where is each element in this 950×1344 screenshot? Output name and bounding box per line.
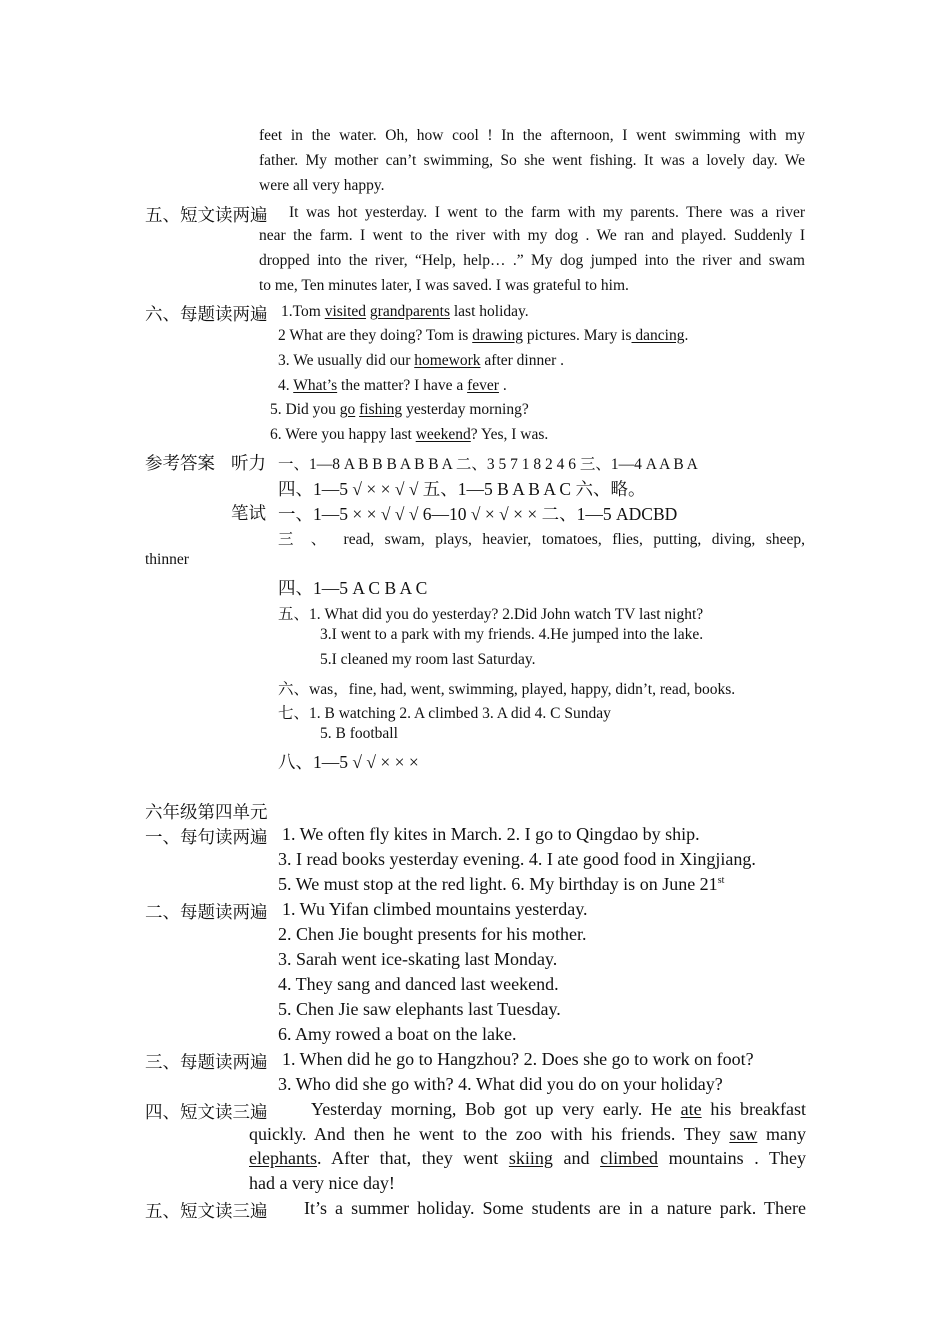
section-label: 五、短文读两遍 xyxy=(145,205,268,225)
sentence-line: 1. We often fly kites in March. 2. I go to Qingdao by ship. xyxy=(282,824,700,844)
answer-line: 3.I went to a park with my friends. 4.He jumped into the lake. xyxy=(320,626,704,643)
paragraph-line: It’s a summer holiday. Some students are in a nature park. There xyxy=(304,1198,806,1218)
paragraph-line: had a very nice day! xyxy=(249,1173,395,1193)
section-label: 五、短文读三遍 xyxy=(145,1201,268,1221)
written-label: 笔试 xyxy=(231,503,266,523)
sentence-line: 5. We must stop at the red light. 6. My birthday is on June 21st xyxy=(278,874,725,894)
sentence-line: 5. Chen Jie saw elephants last Tuesday. xyxy=(278,999,561,1019)
paragraph-line: elephants. After that, they went skiing and climbed mountains . They xyxy=(249,1148,806,1168)
sentence-line: 3. Sarah went ice-skating last Monday. xyxy=(278,949,558,969)
sentence-line: 1. Wu Yifan climbed mountains yesterday. xyxy=(282,899,588,919)
paragraph-line: to me, Ten minutes later, I was saved. I was grateful to him. xyxy=(259,277,629,294)
section-label: 一、每句读两遍 xyxy=(145,827,268,847)
paragraph-line: father. My mother can’t swimming, So she went fishing. It was a lovely day. We xyxy=(259,152,805,169)
paragraph-line: It was hot yesterday. I went to the farm with my parents. There was a river xyxy=(289,204,805,221)
paragraph-line: Yesterday morning, Bob got up very early. He ate his breakfast xyxy=(311,1099,806,1119)
sentence-line: 3. I read books yesterday evening. 4. I ate good food in Xingjiang. xyxy=(278,849,756,869)
paragraph-line: near the farm. I went to the river with my dog . We ran and played. Suddenly I xyxy=(259,227,805,244)
question-line: 6. Were you happy last weekend? Yes, I was. xyxy=(270,426,549,443)
answer-line: 一、1—8 A B B B A B B A 二、3 5 7 1 8 2 4 6 三、1—4 A A B A xyxy=(278,456,698,473)
listening-label: 听力 xyxy=(231,453,266,473)
section-label: 四、短文读三遍 xyxy=(145,1102,268,1122)
sentence-line: 4. They sang and danced last weekend. xyxy=(278,974,559,994)
question-line: 5. Did you go fishing yesterday morning? xyxy=(270,401,529,418)
paragraph-line: quickly. And then he went to the zoo with his friends. They saw many xyxy=(249,1124,806,1144)
question-line: 1.Tom visited grandparents last holiday. xyxy=(281,303,529,320)
answer-line: 六、was，fine, had, went, swimming, played, happy, didn’t, read, books. xyxy=(278,681,736,698)
section-label: 二、每题读两遍 xyxy=(145,902,268,922)
question-line: 4. What’s the matter? I have a fever . xyxy=(278,377,507,394)
answer-line: 四、1—5 A C B A C xyxy=(278,578,428,598)
sentence-line: 3. Who did she go with? 4. What did you do on your holiday? xyxy=(278,1074,723,1094)
answer-line: 一、1—5 × × √ √ √ 6—10 √ × √ × × 二、1—5 ADCBD xyxy=(278,504,678,524)
answers-label: 参考答案 xyxy=(145,453,215,473)
answer-line: 七、1. B watching 2. A climbed 3. A did 4. C Sunday xyxy=(278,705,611,722)
answer-line: 八、1—5 √ √ × × × xyxy=(278,752,419,772)
paragraph-line: dropped into the river, “Help, help… .” My dog jumped into the river and swam xyxy=(259,252,805,269)
section-label: 三、每题读两遍 xyxy=(145,1052,268,1072)
answer-line: 5. B football xyxy=(320,725,398,742)
paragraph-line: feet in the water. Oh, how cool ! In the afternoon, I went swimming with my xyxy=(259,127,805,144)
paragraph-line: were all very happy. xyxy=(259,177,385,194)
answer-line: 三 、 read, swam, plays, heavier, tomatoes, flies, putting, diving, sheep, xyxy=(278,531,805,548)
answer-line: thinner xyxy=(145,551,189,568)
sentence-line: 1. When did he go to Hangzhou? 2. Does she go to work on foot? xyxy=(282,1049,754,1069)
question-line: 2 What are they doing? Tom is drawing pictures. Mary is dancing. xyxy=(278,327,689,344)
unit-title: 六年级第四单元 xyxy=(145,802,268,822)
answer-line: 四、1—5 √ × × √ √ 五、1—5 B A B A C 六、略。 xyxy=(278,479,646,499)
answer-line: 五、1. What did you do yesterday? 2.Did John watch TV last night? xyxy=(278,606,704,623)
answer-line: 5.I cleaned my room last Saturday. xyxy=(320,651,536,668)
question-line: 3. We usually did our homework after dinner . xyxy=(278,352,565,369)
sentence-line: 2. Chen Jie bought presents for his mother. xyxy=(278,924,587,944)
section-label: 六、每题读两遍 xyxy=(145,304,268,324)
sentence-line: 6. Amy rowed a boat on the lake. xyxy=(278,1024,517,1044)
